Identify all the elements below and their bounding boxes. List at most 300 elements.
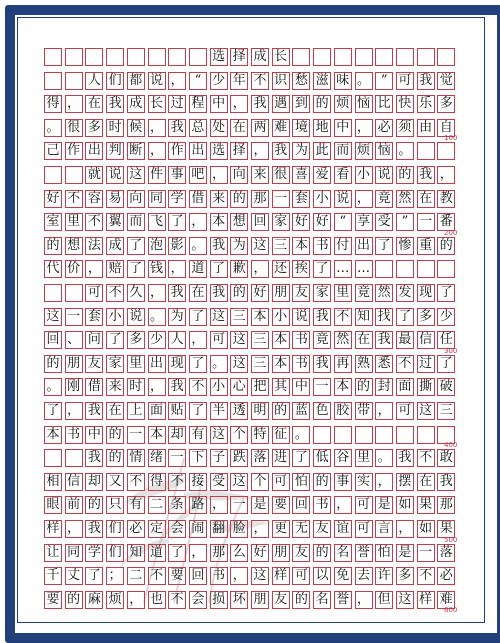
- essay-char: 个: [232, 426, 246, 442]
- essay-char: 的: [46, 237, 60, 253]
- essay-char: 我: [274, 143, 288, 159]
- essay-char: 时: [129, 379, 143, 395]
- essay-char: 的: [108, 450, 122, 466]
- essay-char: 了: [191, 355, 205, 371]
- essay-char: 在: [232, 119, 246, 135]
- essay-char: 的: [46, 355, 60, 371]
- essay-char: ，: [253, 261, 267, 277]
- essay-char: 发: [398, 285, 412, 300]
- essay-char: 本: [274, 355, 288, 371]
- essay-char: 中: [294, 379, 308, 395]
- essay-char: 。: [212, 355, 226, 371]
- essay-char: 室: [46, 214, 60, 230]
- essay-char: 有: [191, 426, 205, 442]
- essay-char: 。: [294, 426, 308, 442]
- essay-char: ，: [253, 521, 267, 536]
- essay-char: 长: [149, 96, 163, 112]
- essay-char: 想: [67, 237, 81, 253]
- essay-char: 必: [129, 521, 143, 536]
- essay-char: 可: [398, 403, 412, 418]
- essay-char: 让: [46, 544, 60, 560]
- essay-char: 说: [129, 308, 143, 324]
- essay-char: 友: [294, 544, 308, 560]
- essay-char: 那: [212, 544, 226, 560]
- essay-char: 好: [315, 214, 329, 230]
- essay-char: 的: [232, 190, 246, 206]
- essay-char: 人: [170, 332, 184, 348]
- title-char: 长: [274, 49, 288, 64]
- essay-char: 在: [419, 473, 433, 489]
- grid-cell: [396, 260, 414, 278]
- essay-char: 个: [253, 473, 267, 489]
- essay-char: 了: [87, 568, 101, 584]
- essay-char: 出: [356, 237, 370, 253]
- essay-char: 一: [419, 214, 433, 230]
- essay-char: 誉: [336, 591, 350, 607]
- essay-char: 无: [294, 521, 308, 536]
- essay-char: 、: [67, 332, 81, 348]
- essay-char: 少: [439, 308, 453, 324]
- essay-char: 绪: [149, 450, 163, 466]
- essay-char: 可: [398, 72, 412, 88]
- essay-char: 向: [232, 167, 246, 182]
- essay-char: 想: [232, 214, 246, 230]
- essay-char: 千: [46, 568, 60, 584]
- essay-char: 熟: [356, 355, 370, 371]
- essay-char: 时: [108, 119, 122, 135]
- grid-cell: [396, 48, 414, 66]
- essay-char: 里: [129, 355, 143, 371]
- essay-char: 相: [46, 473, 60, 489]
- essay-char: 泡: [149, 237, 163, 253]
- essay-char: 同: [149, 190, 163, 206]
- essay-char: 友: [87, 355, 101, 371]
- title-char: 选: [212, 49, 226, 64]
- essay-char: 是: [253, 497, 267, 513]
- essay-char: 好: [46, 190, 60, 206]
- essay-char: 向: [129, 190, 143, 206]
- essay-char: ，: [87, 261, 101, 277]
- essay-char: 中: [212, 96, 226, 112]
- essay-char: 须: [398, 119, 412, 135]
- essay-char: 觉: [439, 72, 453, 88]
- essay-char: 。: [377, 450, 391, 466]
- grid-cell: [375, 260, 393, 278]
- word-count-marker: 200: [444, 228, 458, 237]
- essay-char: 快: [398, 96, 412, 112]
- essay-char: 本: [46, 426, 60, 442]
- essay-char: 受: [377, 214, 391, 230]
- essay-char: 好: [253, 544, 267, 560]
- essay-char: 了: [129, 237, 143, 253]
- essay-char: 家: [274, 214, 288, 230]
- essay-char: 进: [274, 450, 288, 466]
- essay-char: 友: [274, 591, 288, 607]
- essay-char: 友: [315, 521, 329, 536]
- essay-char: 带: [356, 403, 370, 418]
- essay-char: 乐: [419, 96, 433, 112]
- essay-char: 我: [315, 355, 329, 371]
- essay-char: 书: [294, 332, 308, 348]
- essay-char: 识: [274, 72, 288, 88]
- essay-char: 一: [129, 426, 143, 442]
- essay-char: 不: [170, 591, 184, 607]
- essay-char: ，: [67, 96, 81, 112]
- essay-char: 情: [129, 450, 143, 466]
- essay-char: 。: [149, 308, 163, 324]
- essay-char: 不: [108, 285, 122, 300]
- essay-char: 判: [108, 143, 122, 159]
- essay-char: 然: [336, 332, 350, 348]
- essay-char: 的: [87, 497, 101, 513]
- essay-char: 友: [294, 285, 308, 300]
- essay-char: 挨: [294, 261, 308, 277]
- essay-char: ”: [401, 214, 409, 230]
- essay-char: 样: [274, 568, 288, 584]
- word-count-marker: 300: [444, 346, 458, 355]
- essay-char: 损: [212, 591, 226, 607]
- essay-char: 蓝: [294, 403, 308, 418]
- essay-char: 了: [46, 403, 60, 418]
- essay-char: 任: [439, 332, 453, 348]
- grid-cell: [437, 48, 455, 66]
- essay-char: 可: [294, 568, 308, 584]
- essay-char: 前: [67, 497, 81, 513]
- essay-char: 有: [129, 497, 143, 513]
- essay-char: 要: [46, 591, 60, 607]
- essay-char: 色: [315, 403, 329, 418]
- essay-char: 要: [170, 568, 184, 584]
- essay-char: 受: [212, 473, 226, 489]
- essay-char: 学: [170, 190, 184, 206]
- essay-char: 许: [377, 568, 391, 584]
- essay-char: 敢: [439, 450, 453, 466]
- essay-char: 也: [149, 591, 163, 607]
- essay-char: 不: [191, 379, 205, 395]
- grid-cell: [44, 449, 62, 467]
- essay-char: 到: [294, 96, 308, 112]
- essay-char: 小: [315, 190, 329, 206]
- essay-char: ，: [356, 190, 370, 206]
- essay-char: 烦: [108, 591, 122, 607]
- essay-char: 只: [108, 497, 122, 513]
- grid-cell: [417, 142, 435, 160]
- essay-char: 不: [129, 473, 143, 489]
- essay-char: 悉: [377, 355, 391, 371]
- essay-char: 的: [274, 403, 288, 418]
- essay-char: 的: [294, 591, 308, 607]
- essay-char: 小: [212, 379, 226, 395]
- essay-char: 我: [212, 237, 226, 253]
- grid-cell: [65, 166, 83, 184]
- essay-char: 我: [419, 167, 433, 182]
- essay-char: 了: [377, 237, 391, 253]
- essay-char: 我: [439, 473, 453, 489]
- essay-char: 二: [149, 497, 163, 513]
- essay-char: 喜: [294, 167, 308, 182]
- essay-char: 说: [149, 72, 163, 88]
- essay-char: 实: [356, 473, 370, 489]
- essay-char: 在: [87, 96, 101, 112]
- essay-char: 誉: [356, 544, 370, 560]
- essay-char: 坏: [232, 591, 246, 607]
- essay-char: 中: [336, 119, 350, 135]
- essay-char: ，: [129, 591, 143, 607]
- essay-char: 是: [377, 497, 391, 513]
- essay-char: 封: [377, 379, 391, 395]
- essay-char: 现: [170, 355, 184, 371]
- essay-char: 套: [87, 308, 101, 324]
- grid-cell: [65, 72, 83, 90]
- essay-char: ，: [149, 379, 163, 395]
- essay-char: 好: [253, 285, 267, 300]
- grid-cell: [168, 48, 186, 66]
- grid-cell: [375, 426, 393, 444]
- essay-char: ，: [149, 119, 163, 135]
- essay-char: 多: [87, 119, 101, 135]
- essay-char: 了: [398, 308, 412, 324]
- essay-char: 在: [356, 332, 370, 348]
- essay-char: ，: [439, 167, 453, 182]
- essay-char: 。: [356, 72, 370, 88]
- essay-char: ，: [336, 497, 350, 513]
- essay-char: 三: [232, 308, 246, 324]
- essay-char: ，: [356, 591, 370, 607]
- essay-char: 三: [253, 355, 267, 371]
- grid-cell: [355, 426, 373, 444]
- essay-char: 享: [356, 214, 370, 230]
- essay-char: 由: [419, 119, 433, 135]
- essay-char: 子: [212, 450, 226, 466]
- essay-char: 书: [67, 426, 81, 442]
- essay-char: 胶: [336, 403, 350, 418]
- grid-cell: [65, 284, 83, 302]
- essay-char: ，: [398, 521, 412, 536]
- essay-char: 恼: [356, 96, 370, 112]
- essay-char: 遇: [274, 96, 288, 112]
- essay-char: 不: [398, 355, 412, 371]
- essay-char: 朋: [67, 355, 81, 371]
- essay-char: 里: [67, 214, 81, 230]
- essay-char: 翼: [108, 214, 122, 230]
- essay-char: 一: [232, 497, 246, 513]
- essay-char: 久: [129, 285, 143, 300]
- essay-char: 一: [170, 450, 184, 466]
- essay-char: 断: [129, 143, 143, 159]
- essay-char: 必: [439, 568, 453, 584]
- essay-char: 撕: [419, 379, 433, 395]
- essay-char: 的: [67, 591, 81, 607]
- composition-sheet: [44, 48, 458, 616]
- essay-char: 半: [212, 403, 226, 418]
- essay-char: 闹: [191, 521, 205, 536]
- essay-char: 言: [377, 521, 391, 536]
- essay-char: 信: [419, 332, 433, 348]
- essay-char: 出: [191, 143, 205, 159]
- essay-char: 我: [87, 521, 101, 536]
- essay-char: 说: [336, 190, 350, 206]
- essay-char: 成: [129, 96, 143, 112]
- grid-cell: [292, 48, 310, 66]
- essay-char: 那: [253, 190, 267, 206]
- essay-char: 征: [274, 426, 288, 442]
- essay-char: 同: [67, 544, 81, 560]
- essay-char: 不: [87, 214, 101, 230]
- essay-char: 落: [253, 450, 267, 466]
- essay-char: 名: [336, 544, 350, 560]
- essay-char: 样: [419, 591, 433, 607]
- essay-char: 学: [87, 544, 101, 560]
- essay-char: 我: [170, 119, 184, 135]
- essay-char: 自: [439, 119, 453, 135]
- essay-char: 明: [253, 403, 267, 418]
- essay-char: 成: [108, 237, 122, 253]
- essay-char: 了: [439, 355, 453, 371]
- essay-char: ，: [191, 332, 205, 348]
- essay-char: 重: [419, 237, 433, 253]
- essay-char: 书: [294, 355, 308, 371]
- essay-char: 了: [170, 214, 184, 230]
- essay-char: “: [194, 72, 202, 88]
- essay-char: 候: [129, 119, 143, 135]
- essay-char: 怕: [294, 473, 308, 489]
- essay-char: 不: [419, 568, 433, 584]
- essay-char: 三: [253, 332, 267, 348]
- essay-char: 那: [439, 497, 453, 513]
- essay-char: 了: [439, 285, 453, 300]
- essay-char: 来: [253, 167, 267, 182]
- essay-char: 条: [170, 497, 184, 513]
- essay-char: 而: [336, 143, 350, 159]
- essay-char: 而: [129, 214, 143, 230]
- essay-char: 的: [315, 96, 329, 112]
- essay-char: 不: [419, 450, 433, 466]
- essay-char: 二: [129, 568, 143, 584]
- essay-char: 果: [419, 497, 433, 513]
- essay-char: 不: [253, 72, 267, 88]
- grid-cell: [417, 260, 435, 278]
- essay-char: 路: [191, 497, 205, 513]
- essay-char: 说: [108, 167, 122, 182]
- grid-cell: [44, 284, 62, 302]
- essay-char: 不: [336, 308, 350, 324]
- essay-char: 味: [336, 72, 350, 88]
- essay-char: 定: [149, 521, 163, 536]
- essay-char: 此: [315, 143, 329, 159]
- essay-char: 了: [191, 308, 205, 324]
- essay-char: 问: [87, 332, 101, 348]
- essay-char: 付: [336, 237, 350, 253]
- essay-char: 得: [149, 473, 163, 489]
- essay-char: 说: [377, 167, 391, 182]
- essay-char: 三: [274, 237, 288, 253]
- essay-char: 心: [232, 379, 246, 395]
- essay-char: 必: [377, 119, 391, 135]
- essay-char: 就: [87, 167, 101, 182]
- essay-char: 会: [191, 591, 205, 607]
- essay-char: 跌: [232, 450, 246, 466]
- essay-char: 我: [398, 450, 412, 466]
- grid-cell: [44, 72, 62, 90]
- essay-char: 上: [129, 403, 143, 418]
- essay-char: ，: [377, 403, 391, 418]
- essay-char: 赔: [108, 261, 122, 277]
- essay-char: 去: [356, 568, 370, 584]
- essay-char: 法: [87, 237, 101, 253]
- essay-char: 朋: [274, 544, 288, 560]
- essay-char: 易: [108, 190, 122, 206]
- essay-char: 的: [232, 285, 246, 300]
- essay-char: 多: [439, 96, 453, 112]
- essay-char: 我: [87, 450, 101, 466]
- essay-char: 容: [87, 190, 101, 206]
- essay-char: 番: [439, 214, 453, 230]
- grid-cell: [355, 48, 373, 66]
- essay-char: 多: [129, 332, 143, 348]
- title-char: 择: [232, 49, 246, 64]
- essay-char: 作: [67, 143, 81, 159]
- essay-char: 我: [253, 96, 267, 112]
- essay-char: 的: [439, 237, 453, 253]
- essay-char: 歉: [232, 261, 246, 277]
- essay-char: 。: [191, 237, 205, 253]
- essay-char: ，: [212, 167, 226, 182]
- essay-char: 本: [253, 308, 267, 324]
- essay-char: ，: [67, 403, 81, 418]
- essay-char: ，: [67, 521, 81, 536]
- grid-cell: [437, 260, 455, 278]
- essay-char: ，: [149, 285, 163, 300]
- essay-char: ，: [356, 119, 370, 135]
- essay-char: 家: [315, 285, 329, 300]
- grid-cell: [65, 449, 83, 467]
- essay-char: 难: [439, 591, 453, 607]
- essay-char: 面: [149, 403, 163, 418]
- essay-char: 爱: [315, 167, 329, 182]
- essay-char: 破: [439, 379, 453, 395]
- essay-char: ，: [232, 568, 246, 584]
- essay-char: 烦: [336, 96, 350, 112]
- essay-char: 本: [336, 379, 350, 395]
- essay-char: ，: [377, 473, 391, 489]
- essay-char: 本: [294, 237, 308, 253]
- essay-char: 教: [439, 190, 453, 206]
- essay-char: 程: [191, 96, 205, 112]
- grid-cell: [375, 48, 393, 66]
- essay-char: 我: [87, 403, 101, 418]
- essay-char: 烦: [356, 143, 370, 159]
- essay-char: 己: [46, 143, 60, 159]
- essay-char: 道: [149, 544, 163, 560]
- essay-char: 可: [356, 497, 370, 513]
- essay-char: 。: [398, 143, 412, 159]
- grid-cell: [44, 48, 62, 66]
- grid-cell: [334, 48, 352, 66]
- essay-char: 了: [212, 261, 226, 277]
- essay-char: 我: [212, 285, 226, 300]
- essay-char: 少: [212, 72, 226, 88]
- essay-char: 我: [419, 72, 433, 88]
- essay-char: 刚: [67, 379, 81, 395]
- essay-char: ，: [212, 497, 226, 513]
- essay-char: 在: [108, 403, 122, 418]
- essay-char: ”: [380, 72, 388, 88]
- essay-char: ，: [253, 143, 267, 159]
- essay-char: 不: [170, 473, 184, 489]
- essay-char: 处: [212, 119, 226, 135]
- essay-char: 中: [87, 426, 101, 442]
- essay-char: 这: [232, 473, 246, 489]
